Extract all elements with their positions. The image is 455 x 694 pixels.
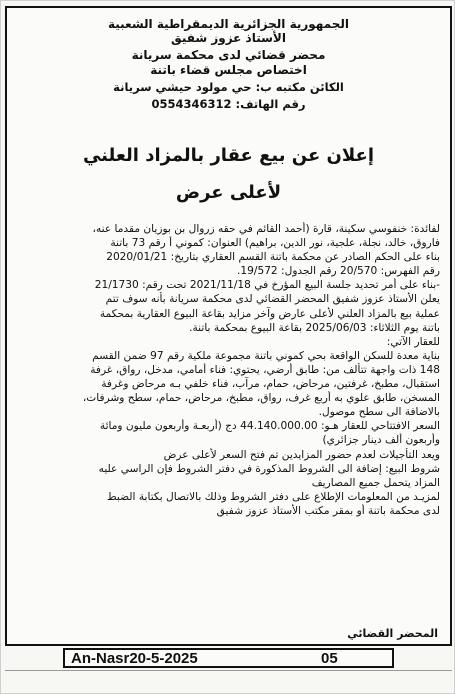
announcement-body — [16, 222, 440, 518]
body-line: بناء على الحكم الصادر عن محكمة باتنة القسم العقاري بتاريخ: 2020/01/21 — [106, 251, 440, 264]
body-line: -بناء على أمر تحديد جلسة البيع المؤرخ في 2021/11/18 تحت رقم: 21/1730 — [94, 279, 440, 292]
header-office-address: الكائن مكتبه ب: حي مولود حيشي سريانة — [113, 80, 344, 94]
page-number: 05 — [321, 650, 338, 667]
header-jurisdiction: اختصاص مجلس قضاء باتنة — [150, 63, 307, 77]
announcement-title: إعلان عن بيع عقار بالمزاد العلني — [82, 145, 375, 166]
body-line: استقبال، مطبخ، غرفتين، مرحاض، حمام، مرآب، فناء خلفي بـه مرحاض وغرفة — [101, 378, 440, 391]
body-line: بناية معدة للسكن الواقعة بحي كموني باتنة مجموعة ملكية رقم 97 ضمن القسم — [92, 349, 440, 362]
body-line: باتنة يوم الثلاثاء: 2025/06/03 بقاعة البيوع بمحكمة باتنة. — [189, 321, 440, 334]
header-phone: رقم الهاتف: 0554346312 — [151, 97, 306, 111]
body-line: لدى محكمة باتنة أو بمقر مكتب الأستاذ عزوز شفيق — [216, 504, 440, 517]
header-court: محضر قضائي لدى محكمة سريانة — [131, 48, 326, 62]
body-line: عملية بيع بالمزاد العلني لأعلى عارض وآخر مزايد بقاعة البيوع العقارية بمحكمة — [99, 307, 440, 320]
body-line: للعقار الآتي: — [386, 335, 440, 348]
body-line: يعلن الأستاذ عزوز شفيق المحضر القضائي لدى محكمة سريانة بأنه سوف تتم — [105, 293, 440, 306]
body-line: 148 ذات واجهة تتألف من: طابق أرضي، يحتوي: فناء أمامي، مدخل، رواق، غرفة — [90, 363, 440, 376]
bailiff-signature-label: المحضر القضائي — [347, 627, 438, 640]
body-line: وأربعون ألف دينار جزائري) — [322, 434, 440, 447]
publication-footer — [63, 648, 394, 668]
publication-name-date: An-Nasr20-5-2025 — [71, 650, 198, 667]
announcement-frame — [5, 6, 452, 646]
header-republic: الجمهورية الجزائرية الديمقراطية الشعبية — [107, 17, 350, 31]
body-line: شروط البيع: إضافة الى الشروط المذكورة في دفتر الشروط فإن الراسي عليه — [98, 462, 440, 475]
header-bailiff-name: الأستاذ عزوز شفيق — [171, 31, 286, 45]
announcement-subtitle: لأعلى عرض — [175, 182, 282, 203]
body-line: المسخن، طابق علوي به أربع غرف، رواق، مطبخ، مرحاض، حمام، سطح وشرفات، — [82, 392, 440, 405]
bottom-divider — [5, 670, 452, 671]
body-line: لمزيـد من المعلومات الإطلاع على دفتر الشروط وذلك بالاتصال بكتابة الضبط — [106, 490, 440, 503]
body-line: لفائدة: خنفوسي سكينة، قارة (أحمد القائم في حقه زروال بن بوزيان مقدما عنه، — [92, 223, 440, 235]
body-line: فاروق، خالد، نجلة، علجية، نور الدين، براهيم) العنوان: كموني أ رقم 73 باتنة — [110, 237, 440, 250]
body-line: المزاد يتحمل جميع المصاريف — [311, 476, 440, 489]
body-line: رقم الفهرس: 20/570 رقم الجدول: 19/572. — [237, 265, 440, 278]
body-line: بالاضافة الى سطح موصول. — [318, 406, 440, 419]
body-line: السعر الافتتاحي للعقار هـو: 44.140.000.00 دج (أربعـة وأربعون مليون ومائة — [99, 420, 440, 433]
body-line: ويعد التأجيلات لعدم حضور المزايدين تم فتح السعر لأعلى عرض — [163, 448, 440, 461]
